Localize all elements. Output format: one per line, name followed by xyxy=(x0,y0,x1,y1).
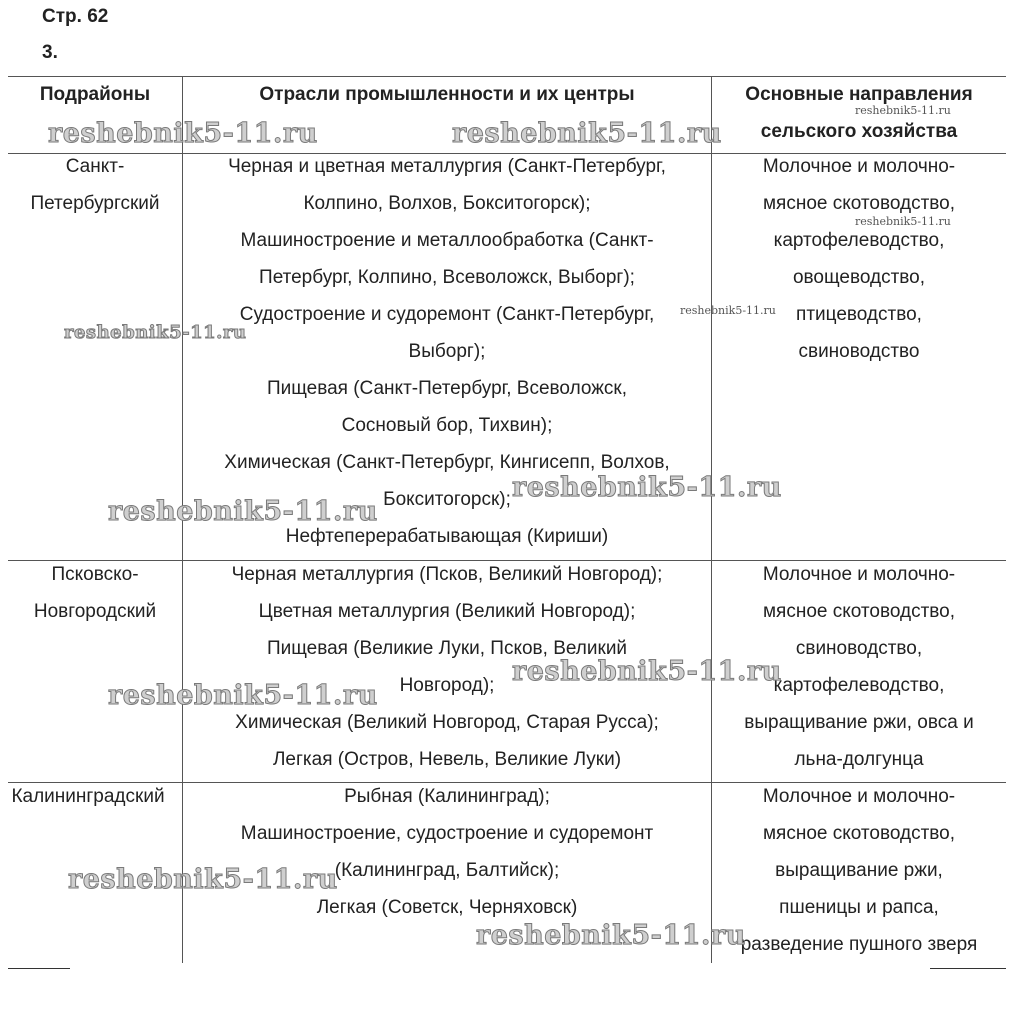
industry-cell: Черная металлургия (Псков, Великий Новгород); Цветная металлургия (Великий Новгород); Пищевая (Великие Луки, Псков, Великий Новгород); Химическая (Великий Новгород, Старая Русса); Легкая (Остров, Невель, Великие Луки) xyxy=(231,564,663,770)
industry-cell: Черная и цветная металлургия (Санкт-Петербург, Колпино, Волхов, Бокситогорск); Машиностроение и металлообработка (Санкт- Петербург, Колпино, Всеволожск, Выборг); Судостроение и судоремонт (Санкт-Петербург, Выборг); Пищевая (Санкт-Петербург, Всеволожск, Сосновый бор, Тихвин); Химическая (Санкт-Петербург, Кингисепп, Волхов, Бокситогорск); Нефтеперерабатывающая (Кириши) xyxy=(224,156,670,547)
watermark-text: reshebnik5-11.ru xyxy=(855,104,951,117)
task-number: 3. xyxy=(42,42,58,63)
watermark-text: reshebnik5-11.ru xyxy=(512,472,782,503)
agriculture-cell: Молочное и молочно- мясное скотоводство, картофелеводство, овощеводство, птицеводство, свиноводство xyxy=(762,156,956,362)
table-bottom-rule-left xyxy=(8,968,70,969)
watermark-text: reshebnik5-11.ru xyxy=(108,680,378,711)
agriculture-cell: Молочное и молочно- мясное скотоводство, свиноводство, картофелеводство, выращивание ржи, овса и льна-долгунца xyxy=(744,564,974,770)
watermark-text: reshebnik5-11.ru xyxy=(680,304,776,317)
watermark-text: reshebnik5-11.ru xyxy=(452,118,722,149)
header-agriculture: Основные направления сельского хозяйства xyxy=(745,84,973,142)
answer-table xyxy=(8,76,1006,963)
watermark-text: reshebnik5-11.ru xyxy=(68,864,338,895)
header-subregions: Подрайоны xyxy=(39,84,151,105)
subregion-cell: Калининградский xyxy=(11,786,165,807)
watermark-text: reshebnik5-11.ru xyxy=(476,920,746,951)
agriculture-cell: Молочное и молочно- мясное скотоводство, выращивание ржи, пшеницы и рапса, разведение пушного зверя xyxy=(740,786,978,955)
subregion-cell: Псковско- Новгородский xyxy=(33,564,157,622)
watermark-text: reshebnik5-11.ru xyxy=(64,322,247,343)
table-bottom-rule-right xyxy=(930,968,1006,969)
watermark-text: reshebnik5-11.ru xyxy=(855,215,951,228)
subregion-cell: Санкт- Петербургский xyxy=(30,156,160,214)
watermark-text: reshebnik5-11.ru xyxy=(512,656,782,687)
industry-cell: Рыбная (Калининград); Машиностроение, судостроение и судоремонт (Калининград, Балтийск); Легкая (Советск, Черняховск) xyxy=(240,786,654,918)
watermark-text: reshebnik5-11.ru xyxy=(48,118,318,149)
watermark-text: reshebnik5-11.ru xyxy=(108,496,378,527)
header-industry: Отрасли промышленности и их центры xyxy=(259,84,635,105)
page-number: Стр. 62 xyxy=(42,6,109,27)
